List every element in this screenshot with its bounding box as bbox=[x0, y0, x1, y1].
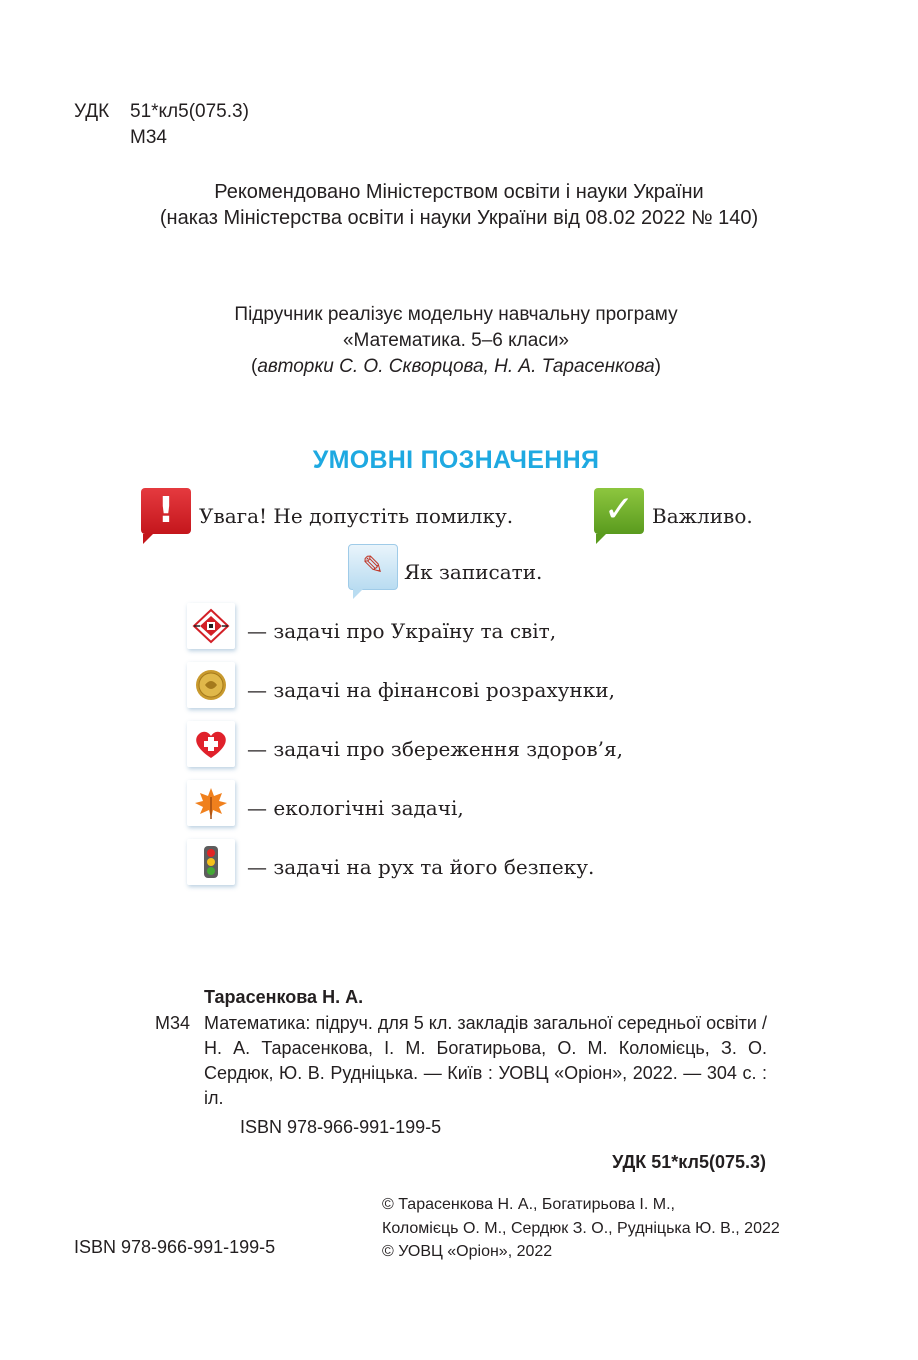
isbn-bottom: ISBN 978-966-991-199-5 bbox=[74, 1237, 276, 1257]
legend-important-text: Важливо. bbox=[652, 504, 753, 528]
recommendation-line-1: Рекомендовано Міністерством освіти і науки України bbox=[214, 181, 704, 203]
program-line-1: Підручник реалізує модельну навчальну програму bbox=[234, 304, 678, 325]
category-ecology-text: — екологічні задачі, bbox=[247, 796, 464, 820]
copyright-line-2: Коломієць О. М., Сердюк З. О., Рудніцька Ю. В., 2022 bbox=[382, 1220, 780, 1237]
ukraine-ornament-icon bbox=[187, 603, 235, 649]
bibliography-author: Тарасенкова Н. А. bbox=[204, 987, 364, 1007]
pen-glyph: ✎ bbox=[362, 551, 384, 581]
copyright-line-1: © Тарасенкова Н. А., Богатирьова І. М., bbox=[382, 1196, 675, 1213]
program-authors bbox=[0, 355, 912, 379]
paren-close: ) bbox=[654, 356, 661, 377]
ukraine-ornament-graphic bbox=[192, 608, 230, 644]
udc-label: УДК bbox=[74, 101, 110, 122]
category-health-text: — задачі про збереження здоров’я, bbox=[247, 737, 623, 761]
program-line-2: «Математика. 5–6 класи» bbox=[342, 330, 570, 351]
category-finance-text: — задачі на фінансові розрахунки, bbox=[247, 678, 615, 702]
category-traffic-text: — задачі на рух та його безпеку. bbox=[247, 855, 595, 879]
heart-cross-icon bbox=[187, 721, 235, 767]
legend-how-to-write-text: Як записати. bbox=[404, 560, 543, 584]
heart-cross-graphic bbox=[192, 726, 230, 762]
bibliography-description: Математика: підруч. для 5 кл. закладів загальної середньої освіти / Н. А. Тарасенкова, І. М. Богатирьова, О. М. Коломієць, З. О. Сердюк, Ю. В. Рудніцька. — Київ : УОВЦ «Оріон», 2022. — 304 с. : іл. bbox=[204, 1013, 767, 1108]
udc-code: 51*кл5(075.3) bbox=[130, 101, 249, 122]
paren-open: ( bbox=[250, 356, 258, 377]
coin-graphic bbox=[192, 667, 230, 703]
traffic-light-icon bbox=[187, 839, 235, 885]
pen-writing-icon bbox=[348, 544, 398, 590]
warning-icon bbox=[141, 488, 191, 534]
coin-icon bbox=[187, 662, 235, 708]
traffic-light-graphic bbox=[192, 844, 230, 880]
category-ukraine-text: — задачі про Україну та світ, bbox=[247, 619, 557, 643]
author-mark: М34 bbox=[130, 127, 167, 148]
recommendation-line-2: (наказ Міністерства освіти і науки України від 08.02 2022 № 140) bbox=[159, 207, 759, 229]
bibliography-isbn: ISBN 978-966-991-199-5 bbox=[240, 1117, 442, 1137]
bibliography-udc: УДК 51*кл5(075.3) bbox=[612, 1152, 766, 1172]
exclamation-glyph: ! bbox=[157, 490, 175, 531]
check-glyph: ✓ bbox=[603, 489, 635, 530]
legend-warning-text: Увага! Не допустіть помилку. bbox=[199, 504, 514, 528]
copyright-line-3: © УОВЦ «Оріон», 2022 bbox=[382, 1243, 553, 1260]
program-authors-names: авторки С. О. Скворцова, Н. А. Тарасенкова bbox=[257, 356, 655, 377]
checkmark-icon bbox=[594, 488, 644, 534]
legend-title: УМОВНІ ПОЗНАЧЕННЯ bbox=[312, 446, 600, 474]
maple-leaf-graphic bbox=[192, 785, 230, 821]
maple-leaf-icon bbox=[187, 780, 235, 826]
bibliography-mark: М34 bbox=[155, 1013, 191, 1033]
